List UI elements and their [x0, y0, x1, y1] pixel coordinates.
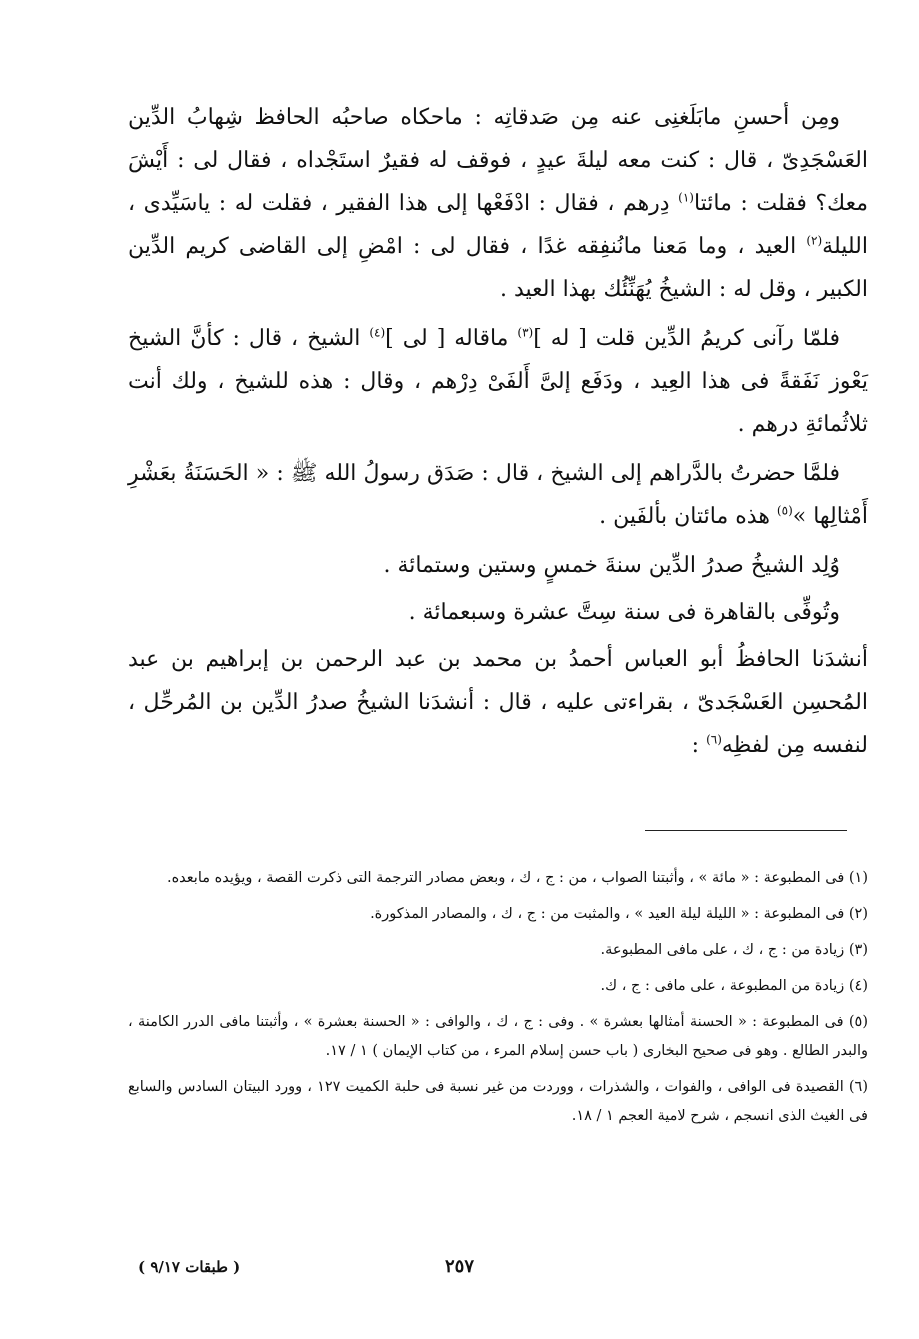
paragraph-6-text-b: : — [691, 733, 707, 758]
footnote-1: (١) فى المطبوعة : « مائة » ، وأثبتنا الصواب ، من : ج ، ك ، وبعض مصادر الترجمة التى ذكرت القصة ، ويؤيده مابعده. — [166, 870, 868, 886]
footnote-3: (٣) زيادة من : ج ، ك ، على مافى المطبوعة. — [600, 942, 868, 958]
footnote-ref-4[interactable]: (٤) — [369, 325, 386, 340]
page-number: ٢٥٧ — [444, 1256, 474, 1277]
paragraph-1-text-b: دِرهم ، فقال : ادْفَعْها إلى هذا الفقير ، فقلت له : ياسَيِّدى ، الليلة — [128, 191, 868, 259]
paragraph-6 — [128, 638, 868, 767]
paragraph-3-text-a: فلمَّا حضرتُ بالدَّراهم إلى الشيخ ، قال : صَدَق رسولُ الله ﷺ : « الحَسَنَةُ بعَشْرِ أَمْثالِها » — [128, 461, 868, 529]
paragraph-3 — [128, 452, 868, 538]
footnote-4: (٤) زيادة من المطبوعة ، على مافى : ج ، ك. — [600, 978, 868, 994]
signature-mark: ( طبقات ٩/١٧ ) — [138, 1258, 241, 1276]
paragraph-1 — [128, 96, 868, 311]
paragraph-2-text-b: ماقاله [ لى ] — [385, 326, 518, 351]
paragraph-2-text-a: فلمّا رآنى كريمُ الدِّين قلت [ له ] — [533, 326, 841, 351]
footnote-ref-1[interactable]: (١) — [678, 190, 694, 205]
footnote-ref-6[interactable]: (٦) — [706, 732, 722, 747]
footnotes — [128, 864, 868, 1138]
paragraph-2 — [128, 317, 868, 446]
paragraph-6-text-a: أنشدَنا الحافظُ أبو العباس أحمدُ بن محمد بن عبد الرحمن بن إبراهيم بن عبد المُحسِن العَسْجَدىّ ، بقراءتى عليه ، قال : أنشدَنا الشيخُ صدرُ الدِّين بن المُرحِّل ، لنفسه مِن لفظِه — [128, 647, 868, 758]
footnote-6: (٦) القصيدة فى الوافى ، والفوات ، والشذرات ، ووردت من غير نسبة فى حلبة الكميت ١٢٧ ، وورد البيتان السادس والسابع فى الغيث الذى انسجم ، شرح لامية العجم ١ / ١٨. — [128, 1079, 868, 1124]
paragraph-1-text-a: ومِن أحسنِ مابَلَغنِى عنه مِن صَدقاتِه : ماحكاه صاحبُه الحافظ شِهابُ الدِّين العَسْجَدِىّ ، قال : كنت معه ليلةَ عيدٍ ، فوقف له فقيرٌ استَجْداه ، فقال لى : أَيْشَ معك؟ فقلت : مائتا — [128, 105, 868, 216]
footnote-divider — [645, 830, 847, 831]
main-text — [128, 96, 868, 773]
footnote-2: (٢) فى المطبوعة : « الليلة ليلة العيد » ، والمثبت من : ج ، ك ، والمصادر المذكورة. — [370, 906, 868, 922]
footnote-ref-3[interactable]: (٣) — [517, 325, 534, 340]
footnote-ref-5[interactable]: (٥) — [776, 503, 793, 518]
paragraph-3-text-b: هذه مائتان بألفَين . — [599, 504, 777, 529]
paragraph-4: وُلِد الشيخُ صدرُ الدِّين سنةَ خمسٍ وستين وستمائة . — [383, 553, 840, 578]
paragraph-5: وتُوفِّى بالقاهرة فى سنة سِتَّ عشرة وسبعمائة . — [408, 600, 840, 625]
paragraph-2-text-c: الشيخ ، قال : كأنَّ الشيخ يَعْوز نَفَقةً فى هذا العِيد ، ودَفَع إلىَّ أَلفَىْ دِرْهم ، وقال : هذه للشيخ ، ولك أنت ثلاثُمائةِ درهم . — [128, 326, 868, 437]
footnote-ref-2[interactable]: (٢) — [806, 233, 823, 248]
paragraph-1-text-c: العيد ، وما مَعنا مانُنفِقه غدًا ، فقال لى : امْضِ إلى القاضى كريم الدِّين الكبير ، وقل له : الشيخُ يُهَنِّئُك بهذا العيد . — [128, 234, 868, 302]
footnote-5: (٥) فى المطبوعة : « الحسنة أمثالها بعشرة » . وفى : ج ، ك ، والوافى : « الحسنة بعشرة » ، وأثبتنا مافى الدرر الكامنة ، والبدر الطالع . وهو فى صحيح البخارى ( باب حسن إسلام المرء ، من كتاب الإيمان ) ١ / ١٧. — [128, 1014, 868, 1059]
